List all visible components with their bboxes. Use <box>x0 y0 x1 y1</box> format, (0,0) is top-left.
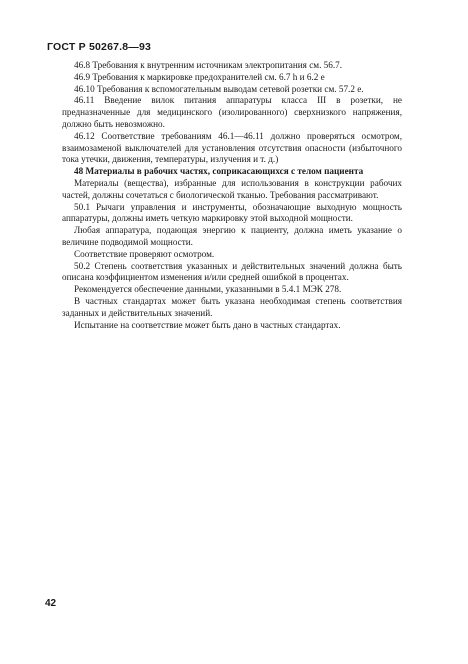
document-body <box>62 60 402 331</box>
clause-46-10: 46.10 Требования к вспомогательным выводам сетевой розетки см. 57.2 е. <box>74 83 364 94</box>
clause-50-1: 50.1 Рычаги управления и инструменты, обозначающие выходную мощность аппаратуры, должны иметь четкую маркировку этой выходной мощности. <box>62 201 402 224</box>
section-heading-48: 48 Материалы в рабочих частях, соприкасающихся с телом пациента <box>74 166 364 177</box>
clause-46-8: 46.8 Требования к внутренним источникам электропитания см. 56.7. <box>74 60 343 70</box>
clause-46-12: 46.12 Соответствие требованиям 46.1—46.11 должно проверяться осмотром, взаимозаменой выключателей для установления отсутствия опасности (избыточного тока утечки, движения, температуры, излучения и т. д.) <box>62 130 402 165</box>
particular-standards-paragraph: В частных стандартах может быть указана необходимая степень соответствия заданных и действительных значений. <box>62 295 402 318</box>
page-number: 42 <box>45 598 57 609</box>
materials-paragraph: Материалы (вещества), избранные для использования в конструкции рабочих частей, должны сочетаться с биологической тканью. Требования рассматривают. <box>62 177 402 200</box>
inspection-paragraph: Соответствие проверяют осмотром. <box>74 248 215 259</box>
document-header: ГОСТ Р 50267.8—93 <box>47 41 152 53</box>
clause-46-9: 46.9 Требования к маркировке предохранителей см. 6.7 h и 6.2 е <box>74 71 325 82</box>
clause-46-11: 46.11 Введение вилок питания аппаратуры класса III в розетки, не предназначенные для медицинского (изолированного) сверхнизкого напряжения, должно быть невозможно. <box>62 95 402 129</box>
recommendation-paragraph: Рекомендуется обеспечение данными, указанными в 5.4.1 МЭК 278. <box>74 284 342 295</box>
clause-50-2: 50.2 Степень соответствия указанных и действительных значений должна быть описана коэффициентом изменения и/или средней ошибкой в процентах. <box>62 260 402 283</box>
compliance-test-paragraph: Испытание на соответствие может быть дано в частных стандартах. <box>74 319 341 330</box>
power-indication-paragraph: Любая аппаратура, подающая энергию к пациенту, должна иметь указание о величине подводимой мощности. <box>62 225 402 247</box>
